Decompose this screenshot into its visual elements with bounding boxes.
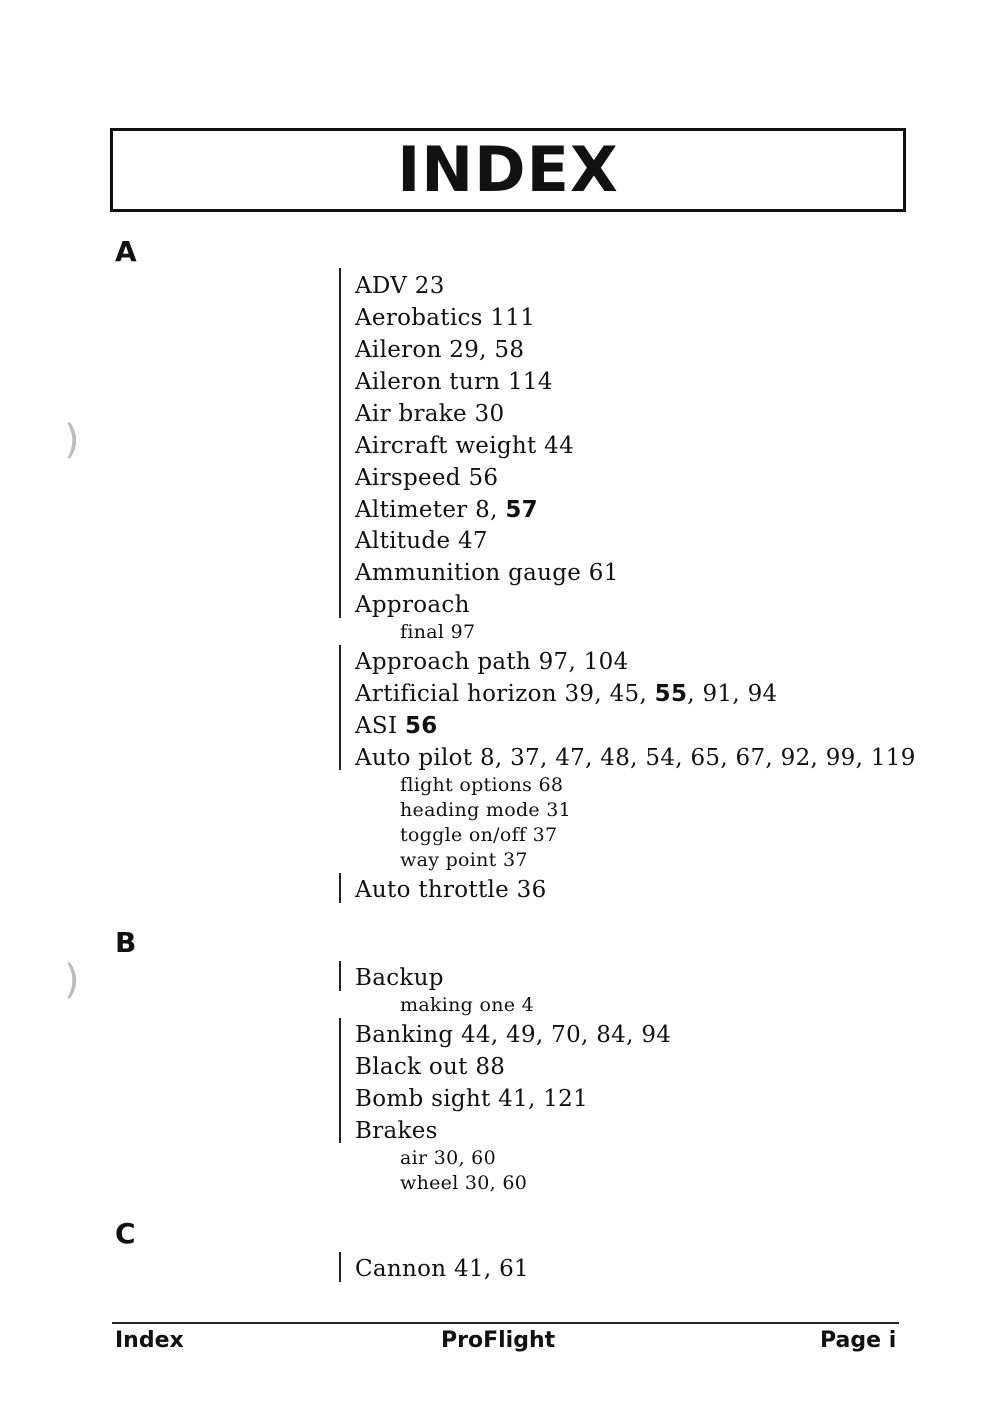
index-entry: Banking 44, 49, 70, 84, 94 (355, 1022, 672, 1048)
index-entry: Air brake 30 (355, 401, 505, 427)
index-entry: Auto pilot 8, 37, 47, 48, 54, 65, 67, 92, 99, 119 (355, 745, 916, 771)
section-letter-b: B (115, 926, 137, 959)
index-subentry: heading mode 31 (400, 799, 572, 821)
index-entry: Altitude 47 (355, 528, 488, 554)
index-entry: Cannon 41, 61 (355, 1256, 529, 1282)
index-entry: Aileron turn 114 (355, 369, 553, 395)
index-entry: Black out 88 (355, 1054, 506, 1080)
footer-rule (112, 1322, 899, 1324)
index-entry (355, 683, 777, 706)
index-title-box (110, 128, 906, 212)
change-bar (339, 873, 341, 903)
index-entry: ADV 23 (355, 273, 445, 299)
index-entry: Aerobatics 111 (355, 305, 536, 331)
change-bar (339, 1018, 341, 1143)
scan-artifact: ) (64, 417, 80, 463)
index-subentry: wheel 30, 60 (400, 1172, 528, 1194)
index-entry (355, 499, 538, 522)
index-entry: Ammunition gauge 61 (355, 560, 619, 586)
entry-page-bold: 57 (505, 497, 538, 523)
index-subentry: air 30, 60 (400, 1147, 496, 1169)
index-subentry: toggle on/off 37 (400, 824, 558, 846)
entry-text: Altimeter 8, (355, 497, 506, 523)
section-letter-c: C (115, 1217, 136, 1250)
index-subentry: flight options 68 (400, 774, 564, 796)
index-subentry: final 97 (400, 621, 476, 643)
change-bar (339, 268, 341, 618)
footer-right: Page i (820, 1328, 897, 1353)
index-entry: Aircraft weight 44 (355, 433, 575, 459)
entry-text: Artificial horizon 39, 45, (355, 681, 655, 707)
page-title: INDEX (397, 133, 619, 206)
index-entry: Brakes (355, 1118, 438, 1144)
entry-text: , 91, 94 (687, 681, 778, 707)
index-entry: Aileron 29, 58 (355, 337, 525, 363)
index-entry: Auto throttle 36 (355, 877, 547, 903)
scan-artifact: ) (64, 957, 80, 1003)
index-subentry: way point 37 (400, 849, 528, 871)
entry-page-bold: 56 (404, 713, 438, 739)
section-letter-a: A (115, 235, 137, 268)
index-entry: Approach path 97, 104 (355, 649, 629, 675)
entry-text: ASI (355, 713, 405, 739)
change-bar (339, 961, 341, 991)
index-subentry: making one 4 (400, 994, 535, 1016)
index-entry: Approach (355, 592, 470, 618)
index-entry (355, 715, 438, 738)
index-entry: Airspeed 56 (355, 465, 499, 491)
change-bar (339, 1252, 341, 1282)
entry-page-bold: 55 (654, 681, 688, 707)
index-entry: Backup (355, 965, 444, 991)
index-entry: Bomb sight 41, 121 (355, 1086, 589, 1112)
change-bar (339, 645, 341, 770)
footer-left: Index (115, 1328, 184, 1353)
footer-center: ProFlight (441, 1328, 556, 1353)
